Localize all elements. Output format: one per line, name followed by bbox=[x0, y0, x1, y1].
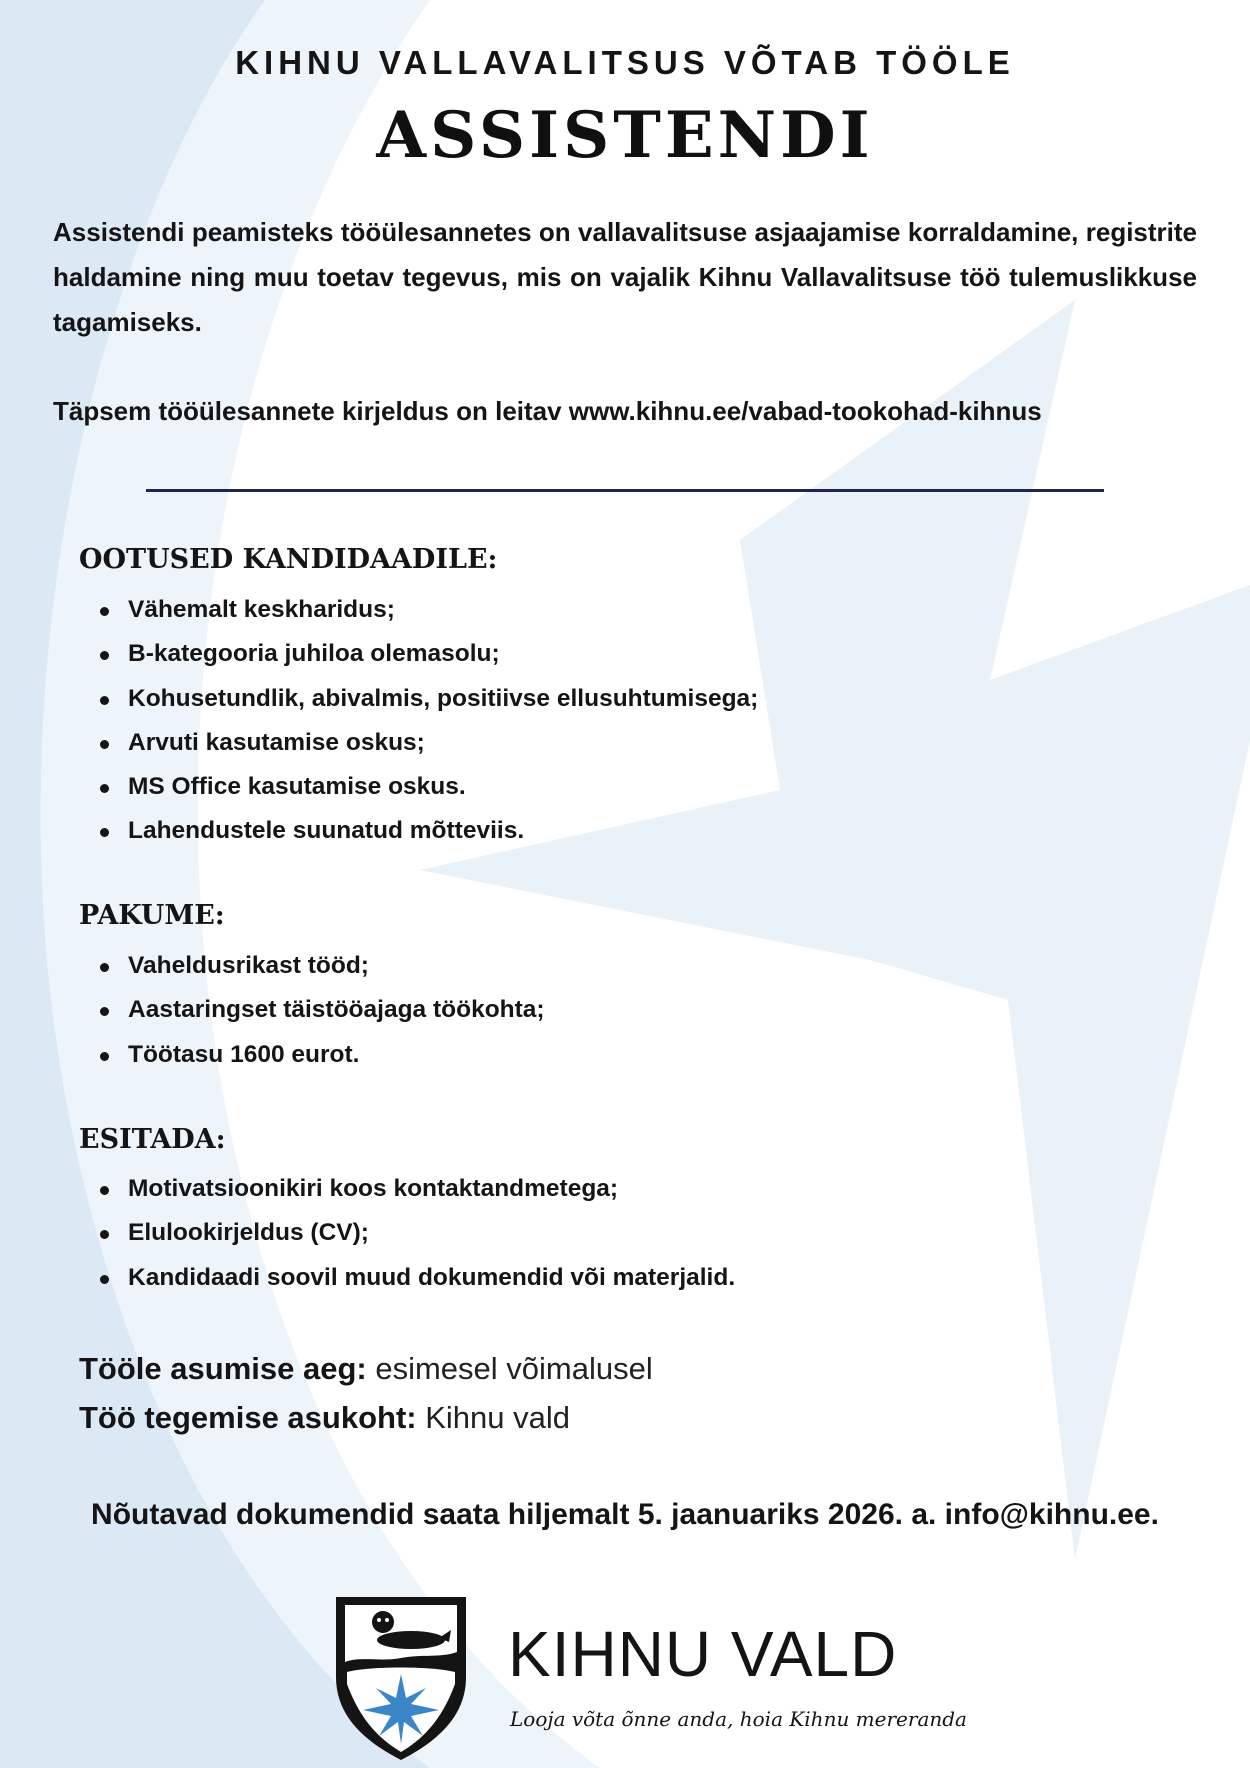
list-item: Vähemalt keskharidus; bbox=[100, 588, 758, 632]
submit-list bbox=[100, 1167, 735, 1300]
list-item: Motivatsioonikiri koos kontaktandmetega; bbox=[100, 1167, 735, 1211]
list-item: Kohusetundlik, abivalmis, positiivse ellusuhtumisega; bbox=[100, 677, 758, 721]
seal-and-star-crest-icon bbox=[331, 1592, 471, 1762]
start-time-line bbox=[79, 1351, 653, 1387]
start-time-value: esimesel võimalusel bbox=[375, 1351, 653, 1386]
deadline-text: Nõutavad dokumendid saata hiljemalt 5. jaanuariks 2026. a. info@kihnu.ee. bbox=[91, 1498, 1159, 1531]
brand-name: KIHNU VALD bbox=[508, 1618, 898, 1690]
list-item: Töötasu 1600 eurot. bbox=[100, 1033, 545, 1077]
section-heading-expectations: OOTUSED KANDIDAADILE: bbox=[79, 544, 498, 575]
job-title: ASSISTENDI bbox=[376, 98, 874, 173]
list-item: Vaheldusrikast tööd; bbox=[100, 944, 545, 988]
section-heading-offer: PAKUME: bbox=[79, 900, 225, 931]
list-item: Arvuti kasutamise oskus; bbox=[100, 721, 758, 765]
offer-list bbox=[100, 944, 545, 1077]
posting-kicker: KIHNU VALLAVALITSUS VÕTAB TÖÖLE bbox=[235, 44, 1015, 81]
more-info-text: Täpsem tööülesannete kirjeldus on leitav www.kihnu.ee/vabad-tookohad-kihnus bbox=[53, 396, 1042, 426]
location-line bbox=[79, 1400, 570, 1436]
list-item: B-kategooria juhiloa olemasolu; bbox=[100, 632, 758, 676]
expectations-list bbox=[100, 588, 758, 854]
intro-paragraph: Assistendi peamisteks tööülesannetes on vallavalitsuse asjaajamise korraldamine, registrite haldamine ning muu toetav tegevus, mis on vajalik Kihnu Vallavalitsuse töö tulemuslikkuse tagamiseks. bbox=[53, 217, 1197, 337]
section-heading-submit: ESITADA: bbox=[79, 1124, 226, 1155]
location-value: Kihnu vald bbox=[425, 1400, 571, 1435]
divider-line bbox=[146, 489, 1104, 492]
location-label: Töö tegemise asukoht: bbox=[79, 1400, 417, 1435]
list-item: Elulookirjeldus (CV); bbox=[100, 1211, 735, 1255]
brand-tagline: Looja võta õnne anda, hoia Kihnu mereranda bbox=[510, 1707, 967, 1731]
list-item: Kandidaadi soovil muud dokumendid või materjalid. bbox=[100, 1256, 735, 1300]
list-item: Aastaringset täistööajaga töökohta; bbox=[100, 988, 545, 1032]
list-item: Lahendustele suunatud mõtteviis. bbox=[100, 809, 758, 853]
list-item: MS Office kasutamise oskus. bbox=[100, 765, 758, 809]
start-time-label: Tööle asumise aeg: bbox=[79, 1351, 367, 1386]
